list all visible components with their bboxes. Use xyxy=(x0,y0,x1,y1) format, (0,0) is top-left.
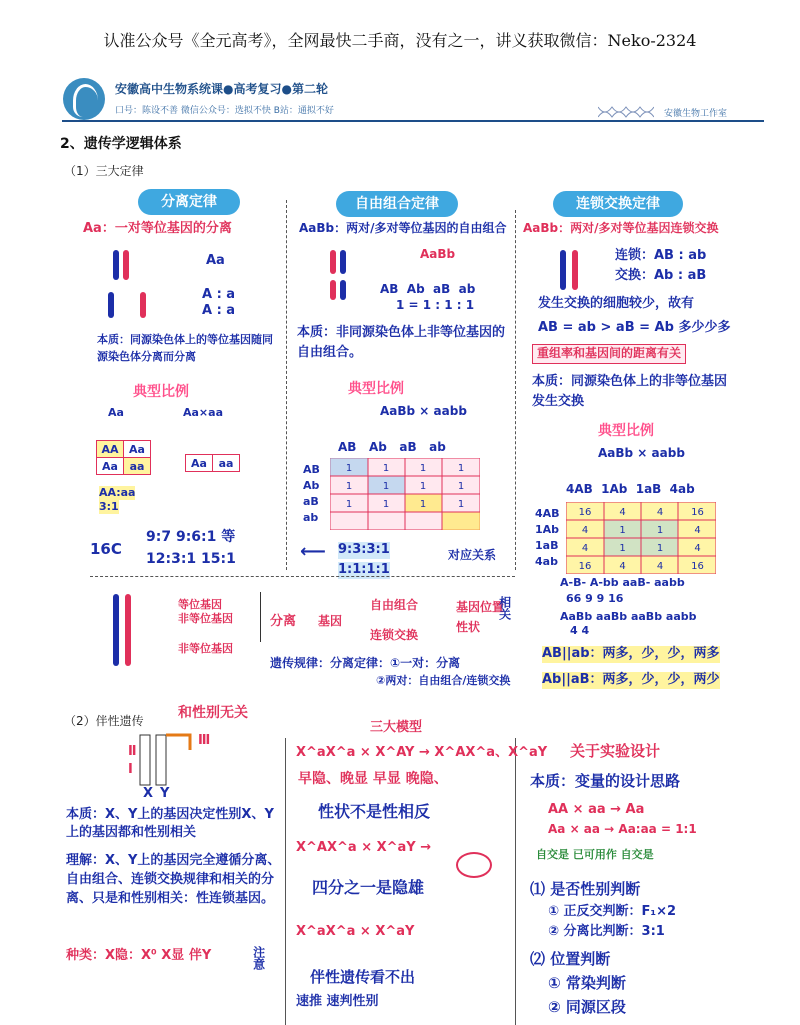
model-title: 三大模型 xyxy=(370,720,423,735)
sex-reason: 理解：X、Y上的基因完全遵循分离、自由组合、连锁交换规律和相关的分离、只是和性别相关：性连锁基因。 xyxy=(66,853,281,906)
mid-nonequal: 非等位基因 xyxy=(178,612,233,625)
col1-punnett-1: AA Aa Aa aa xyxy=(96,440,151,475)
col1-essence: 本质：同源染色体上的等位基因随同源染色体分离而分离 xyxy=(97,333,273,364)
svg-text:1: 1 xyxy=(419,481,427,492)
exp-q1a: ① 正反交判断：F₁×2 xyxy=(548,904,677,919)
exp-q2: ⑵ 位置判断 xyxy=(530,950,611,968)
col3-punnett xyxy=(566,502,716,574)
col2-gametes: AB Ab aB ab xyxy=(380,282,476,296)
header-right-text: 安徽生物工作室 xyxy=(664,109,728,119)
col3-gamete-header: 4AB 1Ab 1aB 4ab xyxy=(566,482,695,496)
col3-note1: 发生交换的细胞较少，故有 xyxy=(538,296,695,311)
chromosome xyxy=(340,280,346,300)
col2-ratio: 1 = 1 : 1 : 1 xyxy=(396,298,475,312)
chromosome xyxy=(108,292,114,318)
col3-typical: 典型比例 xyxy=(598,423,654,439)
col1-ratio-b: A : a xyxy=(202,303,236,318)
svg-text:1: 1 xyxy=(345,463,353,474)
col3-extra1: AaBb aaBb aaBb aabb xyxy=(560,610,697,623)
col3-pheno: A-B- A-bb aaB- aabb xyxy=(560,576,685,589)
mid-genetic: 遗传规律：分离定律：①一对：分离 xyxy=(270,656,461,670)
punnett-cell: 16 xyxy=(578,561,592,572)
exp-q2b: ② 同源区段 xyxy=(548,998,626,1016)
header-title: 安徽高中生物系统课●高考复习●第二轮 xyxy=(115,82,328,96)
exp-self: 自交是 已可用作 自交是 xyxy=(536,848,654,861)
col3-ab1: AB||ab：两多，少，少，两多 xyxy=(542,646,720,661)
col1-typical: 典型比例 xyxy=(133,384,189,400)
col1-cross1: Aa xyxy=(108,406,124,419)
col2-gamete-header: AB Ab aB ab xyxy=(338,440,446,454)
col3-pheno-vals: 66 9 9 16 xyxy=(566,592,624,605)
col1-definition: Aa：一对等位基因的分离 xyxy=(83,221,232,236)
model-t3: 性状不是性相反 xyxy=(318,802,431,821)
col1-label-16c: 16C xyxy=(90,540,122,558)
chromosome xyxy=(330,250,336,274)
punnett-cell: 1 xyxy=(656,525,664,536)
col1-ratio-a: A : a xyxy=(202,287,236,302)
svg-text:1: 1 xyxy=(382,499,390,510)
svg-text:1: 1 xyxy=(345,481,353,492)
exp-title: 关于实验设计 xyxy=(570,742,661,760)
col2-arrow-left: ⟵ xyxy=(300,541,326,562)
col2-ratio-1111: 1:1:1:1 xyxy=(338,562,390,577)
logo xyxy=(63,78,105,120)
punnett-cell: 4 xyxy=(656,507,664,518)
svg-text:1: 1 xyxy=(457,481,465,492)
chromosome xyxy=(560,250,566,290)
subsection-title-sexlinked: （2）伴性遗传 xyxy=(64,714,144,728)
label-i: Ⅰ xyxy=(128,762,133,777)
col1-genes: Aa xyxy=(206,253,225,268)
col2-ratio-9331: 9:3:3:1 xyxy=(338,542,390,557)
label-y: Y xyxy=(160,786,170,801)
col1-cross2: Aa×aa xyxy=(183,406,223,419)
model-t8: 速推 速判性别 xyxy=(296,994,379,1009)
punnett-cell: 4 xyxy=(581,525,589,536)
col3-ab2: Ab||aB：两多，少，少，两少 xyxy=(542,672,720,687)
mid-free: 自由组合 xyxy=(370,598,419,612)
pill-segregation: 分离定律 xyxy=(138,189,240,215)
punnett-cell: 4 xyxy=(656,561,664,572)
label-ii: Ⅱ xyxy=(128,744,137,759)
col3-essence: 本质：同源染色体上的非等位基因发生交换 xyxy=(532,374,728,409)
col2-correspondence: 对应关系 xyxy=(448,548,497,562)
col3-cross: AaBb × aabb xyxy=(598,446,685,460)
chromosome xyxy=(340,250,346,274)
col2-gamete-rows: AB Ab aB ab xyxy=(303,463,320,524)
divider-v4 xyxy=(515,738,516,1025)
col3-crossed: 交换：Ab : aB xyxy=(615,268,707,283)
header-subtitle: 口号：陈设不善 微信公众号：选拟不快 B站：通拟不好 xyxy=(115,106,334,116)
divider-v2 xyxy=(515,210,516,570)
punnett-cell: 4 xyxy=(619,507,626,518)
pill-independent: 自由组合定律 xyxy=(336,191,458,217)
col1-ratio-line1: 9:7 9:6:1 等 xyxy=(146,529,236,545)
mid-trait: 性状 xyxy=(456,620,481,634)
exp-q2a: ① 常染判断 xyxy=(548,974,626,992)
col2-cross: AaBb × aabb xyxy=(380,404,467,418)
mid-position: 基因位置 xyxy=(456,600,505,614)
mid-fenli: 分离 xyxy=(270,614,297,629)
col2-essence: 本质：非同源染色体上非等位基因的自由组合。 xyxy=(297,325,506,361)
chromosome xyxy=(113,250,119,280)
mid-equal: 等位基因 xyxy=(178,598,222,611)
pill-linkage: 连锁交换定律 xyxy=(553,191,683,217)
model-t1: X^aX^a × X^AY → X^AX^a、X^aY xyxy=(296,745,548,760)
col3-extra2: 4 4 xyxy=(570,624,590,637)
col2-typical: 典型比例 xyxy=(348,381,404,397)
exp-q1: ⑴ 是否性别判断 xyxy=(530,880,641,898)
mid-nonequal2: 非等位基因 xyxy=(178,642,233,655)
svg-text:1: 1 xyxy=(345,499,353,510)
mid-linked: 连锁交换 xyxy=(370,628,419,642)
col3-note2: AB = ab > aB = Ab 多少少多 xyxy=(538,320,731,335)
col3-note3: 重组率和基因间的距离有关 xyxy=(532,344,686,364)
header-divider xyxy=(62,120,764,122)
svg-text:1: 1 xyxy=(457,463,465,474)
dna-icon xyxy=(598,105,654,119)
mid-genetic2: ②两对：自由组合/连锁交换 xyxy=(376,674,511,687)
col2-gametes-top: AaBb xyxy=(420,247,456,261)
punnett-cell: 4 xyxy=(619,561,626,572)
col2-definition: AaBb：两对/多对等位基因的自由组合 xyxy=(299,221,507,235)
punnett-cell: 1 xyxy=(656,543,664,554)
model-t4: X^AX^a × X^aY → xyxy=(296,840,432,855)
svg-text:1: 1 xyxy=(457,499,465,510)
exp-q1b: ② 分离比判断：3:1 xyxy=(548,924,665,939)
model-t5: 四分之一是隐雄 xyxy=(312,878,425,897)
chromosome xyxy=(113,594,119,666)
divider-v1 xyxy=(286,200,287,570)
section-title: 2、遗传学逻辑体系 xyxy=(60,136,182,152)
svg-text:1: 1 xyxy=(382,481,390,492)
chromosome xyxy=(330,280,336,300)
chromosome xyxy=(140,292,146,318)
mid-based: 基因 xyxy=(318,614,343,628)
col3-gamete-rows: 4AB 1Ab 1aB 4ab xyxy=(535,507,560,568)
divider-h xyxy=(90,576,515,577)
sex-note: 注意 xyxy=(251,946,266,970)
col3-linked: 连锁：AB : ab xyxy=(615,248,707,263)
exp-cross: AA × aa → Aa xyxy=(548,802,645,817)
punnett-cell: 1 xyxy=(619,543,626,554)
punnett-cell: 1 xyxy=(619,525,626,536)
col1-punnett-2: Aa aa xyxy=(185,454,240,472)
top-banner: 认准公众号《全元高考》，全网最快二手商，没有之一，讲义获取微信：Neko-2324 xyxy=(103,31,697,50)
punnett-cell: 4 xyxy=(694,525,701,536)
sex-types: 种类：X隐：X⁰ X显 伴Y xyxy=(66,948,212,963)
exp-essence: 本质：变量的设计思路 xyxy=(530,772,681,790)
punnett-cell: 16 xyxy=(691,561,704,572)
svg-text:1: 1 xyxy=(419,499,427,510)
label-iii: Ⅲ xyxy=(198,733,211,748)
label-x: X xyxy=(143,786,154,801)
svg-text:1: 1 xyxy=(382,463,390,474)
chromosome xyxy=(123,250,129,280)
col1-result2: 3:1 xyxy=(99,500,119,513)
model-t6: X^aX^a × X^aY xyxy=(296,924,415,939)
col1-result: AA:aa xyxy=(99,486,136,499)
punnett-cell: 4 xyxy=(581,543,589,554)
model-t2: 早隐、晚显 早显 晚隐、 xyxy=(298,771,448,787)
sex-essence: 本质：X、Y上的基因决定性别X、Y上的基因都和性别相关 xyxy=(66,807,274,841)
divider-v3 xyxy=(285,738,286,1025)
chromosome xyxy=(125,594,131,666)
mid-related: 相关 xyxy=(497,596,512,620)
svg-text:1: 1 xyxy=(419,463,427,474)
col1-ratio-line2: 12:3:1 15:1 xyxy=(146,551,236,567)
punnett-cell: 16 xyxy=(578,507,592,518)
punnett-cell: 16 xyxy=(691,507,704,518)
sub2-note: 和性别无关 xyxy=(178,705,248,721)
exp-cross2: Aa × aa → Aa:aa = 1:1 xyxy=(548,822,697,836)
subsection-title-laws: （1）三大定律 xyxy=(64,164,144,178)
mid-divider xyxy=(260,592,261,642)
punnett-cell: 4 xyxy=(694,543,701,554)
col3-definition: AaBb：两对/多对等位基因连锁交换 xyxy=(523,221,719,235)
circle-mark xyxy=(456,852,492,878)
model-t7: 伴性遗传看不出 xyxy=(310,968,416,986)
chromosome xyxy=(572,250,578,290)
col2-punnett xyxy=(330,458,480,530)
